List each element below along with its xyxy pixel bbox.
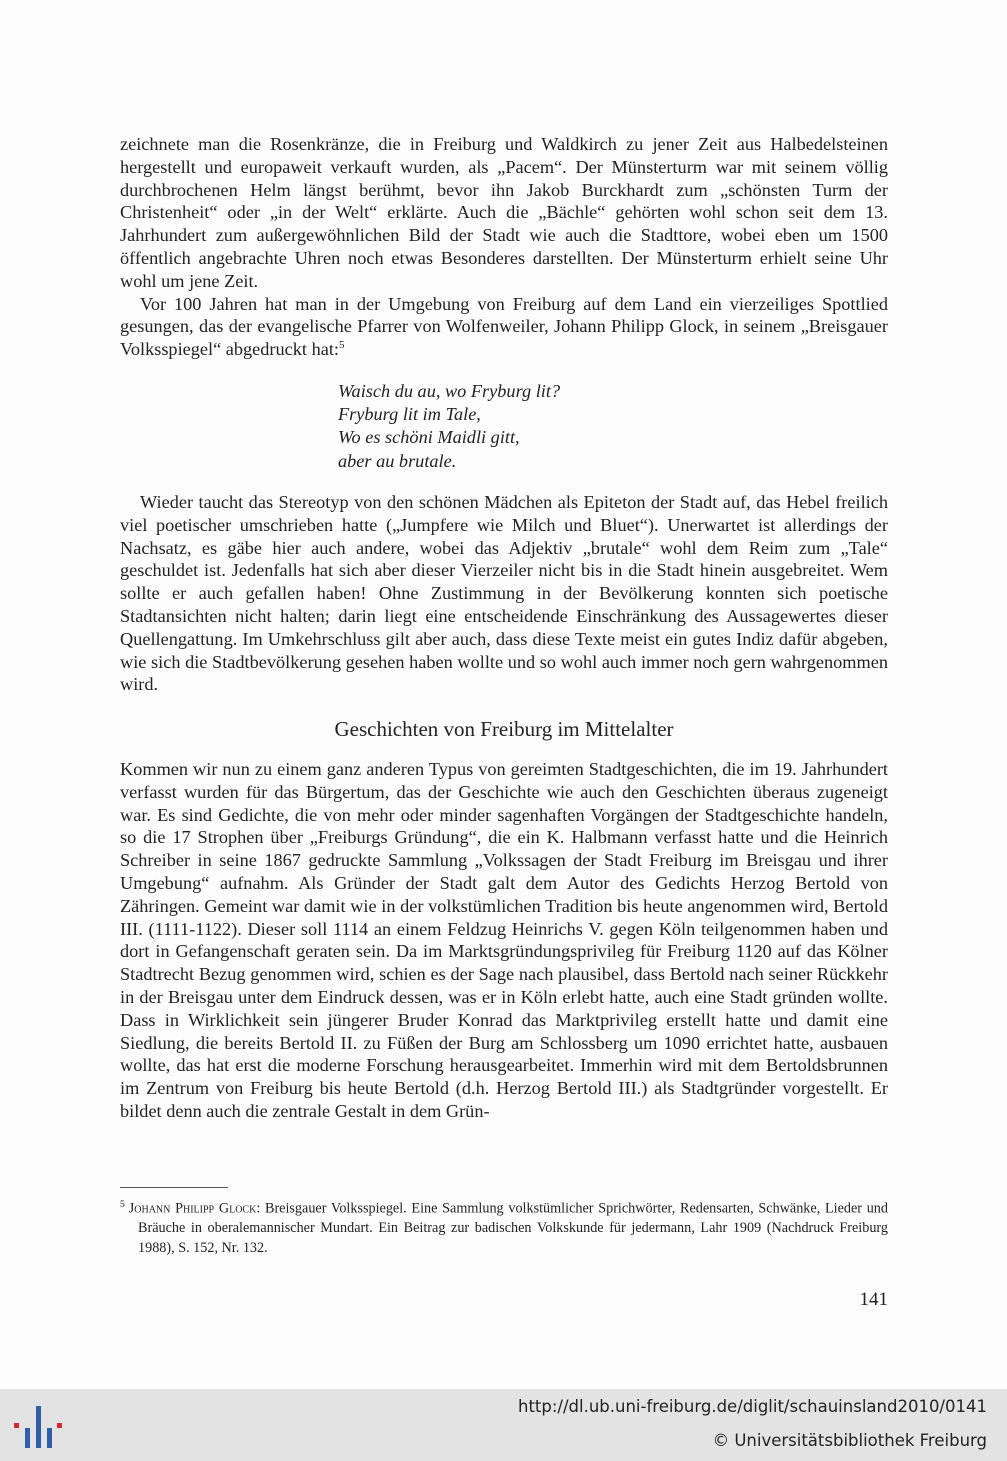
copyright-notice: © Universitätsbibliothek Freiburg — [712, 1431, 987, 1450]
library-footer — [0, 1389, 1007, 1461]
page-number: 141 — [859, 1289, 888, 1310]
text-block-section — [120, 758, 888, 1123]
logo-bar-3 — [47, 1428, 52, 1448]
footnote-divider — [120, 1187, 228, 1188]
paragraph: zeichnete man die Rosenkränze, die in Freiburg und Waldkirch zu jener Zeit aus Halbedelsteinen hergestellt und europaweit verkauft wurden, als „Pacem“. Der Münsterturm war mit seinem völlig durchbrochenen Helm längst berühmt, bevor ihn Jakob Burckhardt zum „schönsten Turm der Christenheit“ oder „in der Welt“ erklärte. Auch die „Bächle“ gehörten wohl schon seit dem 13. Jahrhundert zum außergewöhnlichen Bild der Stadt wie auch die Stadttore, wobei eben um 1500 öffentlich angebrachte Uhren noch etwas Besonderes darstellten. Der Münsterturm erhielt seine Uhr wohl um jene Zeit. — [120, 134, 888, 291]
section-heading: Geschichten von Freiburg im Mittelalter — [334, 717, 674, 741]
footnote-author: Johann Philipp Glock — [128, 1200, 257, 1217]
poem-line: aber au brutale. — [338, 450, 457, 471]
poem-quotation — [338, 380, 560, 473]
logo-bar-1 — [25, 1428, 30, 1448]
logo-bar-2 — [36, 1406, 41, 1448]
poem-line: Fryburg lit im Tale, — [338, 404, 481, 425]
logo-bar-right — [57, 1423, 62, 1428]
library-logo-icon — [13, 1406, 63, 1448]
paragraph: Kommen wir nun zu einem ganz anderen Typus von gereimten Stadtgeschichten, die im 19. Jahrhundert verfasst wurden für das Bürgertum, das der Geschichte wie auch den Geschichten überaus zugeneigt war. Es sind Gedichte, die von mehr oder minder sagenhaften Vorgängen der Stadtgeschichte handeln, so die 17 Strophen über „Freiburgs Gründung“, die ein K. Halbmann verfasst hatte und die Heinrich Schreiber in seine 1867 gedruckte Sammlung „Volkssagen der Stadt Freiburg im Breisgau und ihrer Umgebung“ aufnahm. Als Gründer der Stadt galt dem Autor des Gedichts Herzog Bertold von Zähringen. Gemeint war damit wie in der volkstümlichen Tradition bis heute angenommen wird, Bertold III. (1111-1122). Dieser soll 1114 an einem Feldzug Heinrichs V. gegen Köln teilgenommen haben und dort in Gefangenschaft geraten sein. Da im Marktsgründungsprivileg für Freiburg 1120 auf das Kölner Stadtrecht Bezug genommen wird, schien es der Sage nach plausibel, dass Bertold nach seiner Rückkehr in der Breisgau unter dem Eindruck dessen, was er in Köln erlebt hatte, auch eine Stadt gründen wollte. Dass in Wirklichkeit sein jüngerer Bruder Konrad das Marktprivileg erstellt hatte und damit eine Siedlung, die bereits Bertold II. zu Füßen der Burg am Schlossberg um 1090 errichtet hatte, ausbauen wollte, das hat erst die moderne Forschung herausgearbeitet. Immerhin wird mit dem Bertoldsbrunnen im Zentrum von Freiburg bis heute Bertold (d.h. Herzog Bertold III.) als Stadtgründer vorgestellt. Er bildet denn auch die zentrale Gestalt in dem Grün- — [120, 759, 888, 1121]
text-block-intro — [120, 133, 888, 361]
footnote-text: : Breisgauer Volksspiegel. Eine Sammlung volkstümlicher Sprichwörter, Redensarten, Schwänke, Lieder und Bräuche in oberalemannischer Mundart. Ein Beitrag zur badischen Volkskunde für jedermann, Lahr 1909 (Nachdruck Freiburg 1988), S. 152, Nr. 132. — [138, 1200, 888, 1256]
paragraph-text: Vor 100 Jahren hat man in der Umgebung von Freiburg auf dem Land ein vierzeiliges Spottlied gesungen, das der evangelische Pfarrer von Wolfenweiler, Johann Philipp Glock, in seinem „Breisgauer Volksspiegel“ abgedruckt hat: — [120, 293, 888, 360]
permalink-url[interactable]: http://dl.ub.uni-freiburg.de/diglit/schauinsland2010/0141 — [517, 1397, 987, 1416]
poem-line: Wo es schöni Maidli gitt, — [338, 427, 520, 448]
paragraph — [120, 293, 888, 361]
poem-line: Waisch du au, wo Fryburg lit? — [338, 381, 561, 401]
logo-bar-left — [14, 1423, 19, 1428]
footnote — [120, 1196, 888, 1258]
footnote-reference[interactable]: 5 — [338, 339, 345, 352]
footnote-number: 5 — [120, 1200, 125, 1210]
text-block-commentary — [120, 491, 888, 696]
paragraph: Wieder taucht das Stereotyp von den schönen Mädchen als Epiteton der Stadt auf, das Hebel freilich viel poetischer umschrieben hatte („Jumpfere wie Milch und Bluet“). Unerwartet ist allerdings der Nachsatz, es gäbe hier auch andere, wobei das Adjektiv „brutale“ wohl dem Reim zum „Tale“ geschuldet ist. Jedenfalls hat sich aber dieser Vierzeiler nicht bis in die Stadt hinein ausgebreitet. Wem sollte er auch gefallen haben! Ohne Zustimmung in der Bevölkerung konnten sich poetische Stadtansichten nicht halten; darin liegt eine entscheidende Einschränkung des Aussagewertes dieser Quellengattung. Im Umkehrschluss gilt aber auch, dass diese Texte meist ein gutes Indiz dafür abgeben, wie sich die Stadtbevölkerung gesehen haben wollte und so wohl auch immer noch gern wahrgenommen wird. — [120, 492, 888, 695]
